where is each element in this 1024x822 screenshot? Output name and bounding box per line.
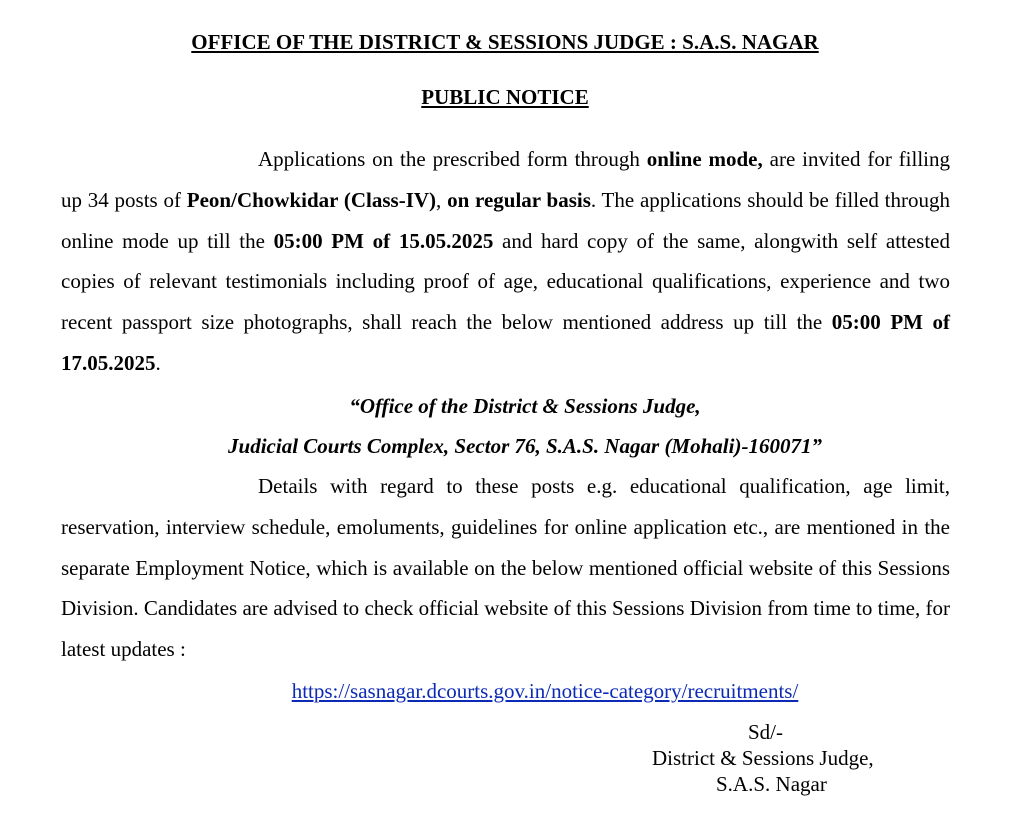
para1-text-5: and hard copy of the same, alongwith self attested copies of relevant testimonials including proof of age, educational qualifications, experience and two recent passport size photographs, shall reach the below mentioned address up till the	[61, 228, 951, 335]
website-link-row	[0, 678, 1024, 704]
para1-bold-online-mode: online mode,	[646, 147, 763, 171]
signature-designation: District & Sessions Judge,	[652, 746, 874, 770]
para1-bold-post-name: Peon/Chowkidar (Class-IV)	[186, 187, 437, 212]
address-line-1: “Office of the District & Sessions Judge,	[349, 394, 701, 418]
para2-text: Details with regard to these posts e.g. educational qualification, age limit, reservation, interview schedule, emoluments, guidelines for online application etc., are mentioned in the separate Employment Notice, which is available on the below mentioned official website of this Sessions Division. Candidates are advised to check official website of this Sessions Division from time to time, for latest updates :	[61, 474, 950, 662]
details-paragraph	[61, 466, 950, 670]
para1-bold-online-deadline: 05:00 PM of 15.05.2025	[273, 228, 494, 253]
address-line-2: Judicial Courts Complex, Sector 76, S.A.S. Nagar (Mohali)-160071”	[228, 434, 822, 458]
para1-text-6: .	[155, 350, 161, 375]
signature-place: S.A.S. Nagar	[716, 772, 827, 796]
applications-paragraph	[61, 139, 950, 384]
para1-text-3: ,	[436, 187, 448, 212]
para1-text-4: . The applications should be filled through online mode up till the	[61, 187, 950, 253]
para1-text-2: are invited for filling up 34 posts of	[61, 147, 951, 212]
para1-bold-regular-basis: on regular basis	[447, 187, 591, 212]
para1-text-1: Applications on the prescribed form through	[258, 147, 647, 171]
para1-bold-hardcopy-deadline: 05:00 PM of 17.05.2025	[61, 310, 951, 375]
recruitment-website-link[interactable]: https://sasnagar.dcourts.gov.in/notice-category/recruitments/	[291, 679, 799, 703]
signature-sd: Sd/-	[748, 720, 784, 744]
office-title: OFFICE OF THE DISTRICT & SESSIONS JUDGE : S.A.S. NAGAR	[191, 30, 819, 54]
notice-title: PUBLIC NOTICE	[421, 85, 589, 109]
